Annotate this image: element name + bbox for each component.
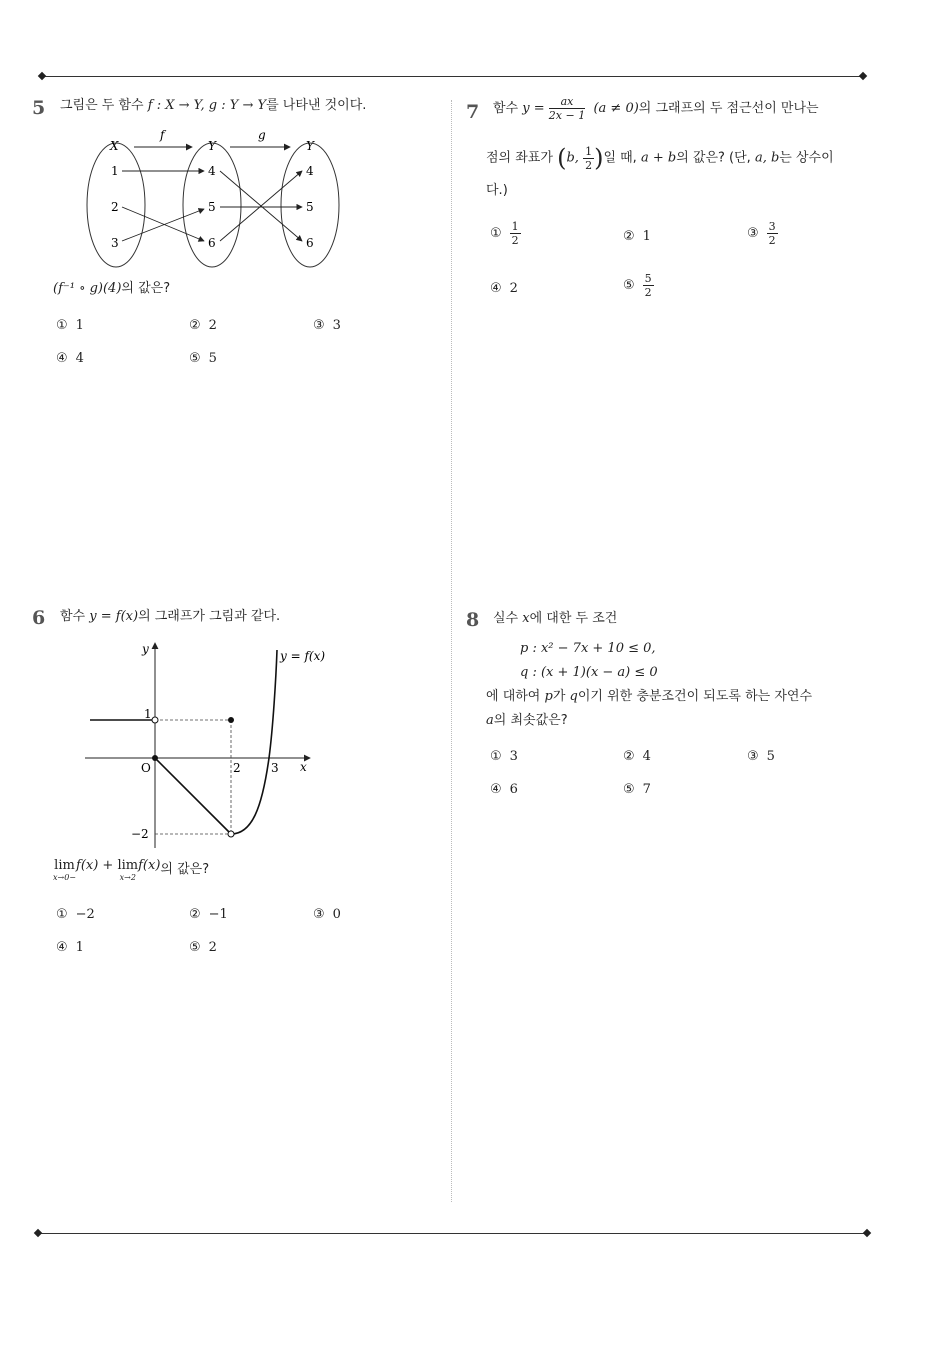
- line3-p: p: [544, 689, 553, 704]
- line3-a: 에 대하여: [486, 689, 541, 704]
- option-value: 1: [642, 229, 651, 244]
- open-point-0-1: [152, 717, 158, 723]
- question-number: 5: [32, 97, 46, 119]
- option-5[interactable]: [623, 272, 654, 299]
- line3-c: 이기 위한 충분조건이 되도록 하는 자연수: [577, 689, 813, 704]
- option-label: ④: [490, 782, 502, 797]
- prompt-math: (f⁻¹ ∘ g)(4): [53, 281, 122, 296]
- line3-q: q: [569, 689, 578, 704]
- option-value: 3: [509, 749, 518, 764]
- function-graph: [80, 638, 340, 853]
- option-1[interactable]: [490, 220, 521, 247]
- stem-y-eq: y =: [522, 101, 545, 116]
- limit-b-sub: x→2: [119, 873, 136, 882]
- option-label: ③: [747, 226, 759, 241]
- option-4[interactable]: [56, 940, 84, 955]
- point-numerator: 1: [585, 144, 593, 158]
- option-value: 3: [332, 318, 341, 333]
- line4-b: 의 최솟값은?: [493, 713, 568, 728]
- question-stem-line2: [486, 143, 834, 174]
- option-value: 6: [509, 782, 518, 797]
- g-label: g: [258, 130, 266, 142]
- y2-elem-5: 5: [306, 200, 314, 214]
- point-fraction: [583, 145, 594, 172]
- option-value: −2: [75, 907, 95, 922]
- option-value: 1: [75, 940, 84, 955]
- option-value: 2: [509, 281, 518, 296]
- option-label: ⑤: [189, 940, 201, 955]
- line2-suffix: 의 값은? (단,: [676, 150, 751, 166]
- option-2[interactable]: [623, 229, 651, 244]
- fraction-denominator: 2x − 1: [548, 109, 586, 122]
- column-divider: [451, 100, 452, 1202]
- option-numerator: 1: [511, 220, 519, 233]
- limit-b-expr: f(x): [138, 858, 161, 873]
- stem-prefix: 함수: [493, 101, 519, 116]
- option-4[interactable]: [490, 281, 518, 296]
- option-value: 0: [332, 907, 341, 922]
- option-1[interactable]: [56, 907, 95, 922]
- option-denominator: 2: [511, 234, 519, 247]
- bottom-rule-right-diamond: [863, 1229, 871, 1237]
- closed-point-origin: [152, 755, 158, 761]
- option-1[interactable]: [490, 749, 518, 764]
- paren-close: ): [594, 144, 604, 172]
- option-value: 5: [766, 749, 775, 764]
- option-label: ③: [747, 749, 759, 764]
- f-label: f: [160, 130, 165, 142]
- bottom-rule: [38, 1233, 868, 1234]
- stem-prefix: 실수: [493, 611, 519, 626]
- option-value: −1: [208, 907, 228, 922]
- option-value: 4: [642, 749, 651, 764]
- line3-b: 가: [552, 689, 566, 704]
- limit-expression: [53, 858, 209, 883]
- option-3[interactable]: [747, 749, 775, 764]
- question-stem: [60, 97, 366, 115]
- line2-vars: a, b: [754, 150, 780, 166]
- x-elem-1: 1: [111, 164, 119, 178]
- option-value: 7: [642, 782, 651, 797]
- option-label: ③: [313, 907, 325, 922]
- x-elem-2: 2: [111, 200, 119, 214]
- question-number: 8: [466, 609, 480, 631]
- y2-elem-4: 4: [306, 164, 314, 178]
- option-numerator: 5: [644, 272, 652, 285]
- option-label: ②: [189, 907, 201, 922]
- option-value: 2: [208, 940, 217, 955]
- option-label: ⑤: [623, 782, 635, 797]
- question-line3: [486, 688, 812, 706]
- option-1[interactable]: [56, 318, 84, 333]
- limit-a-expr: f(x) +: [76, 858, 114, 873]
- point-b: b,: [566, 150, 579, 166]
- stem-math: f : X → Y, g : Y → Y: [147, 98, 267, 113]
- option-label: ⑤: [623, 278, 635, 293]
- question-stem: [60, 608, 280, 626]
- prompt-suffix: 의 값은?: [121, 281, 171, 296]
- top-rule: [42, 76, 864, 77]
- option-value: 2: [208, 318, 217, 333]
- option-label: ④: [56, 351, 68, 366]
- question-number: 6: [32, 607, 46, 629]
- line2-end: 는 상수이: [779, 150, 834, 166]
- closed-point-2-1: [228, 717, 234, 723]
- option-5[interactable]: [189, 351, 217, 366]
- question-stem: [493, 610, 617, 628]
- fraction-numerator: ax: [549, 95, 585, 109]
- tick-1: 1: [144, 707, 152, 721]
- option-2[interactable]: [189, 907, 228, 922]
- y-elem-4: 4: [208, 164, 216, 178]
- option-denominator: 2: [644, 286, 652, 299]
- option-label: ①: [56, 318, 68, 333]
- option-5[interactable]: [623, 782, 651, 797]
- branch-middle: [155, 758, 229, 832]
- question-prompt: [53, 280, 170, 298]
- option-fraction: [510, 220, 521, 247]
- line4-a: a: [486, 713, 494, 728]
- question-line4: [486, 712, 568, 730]
- origin-label: O: [141, 761, 151, 775]
- prompt-suffix: 의 값은?: [160, 862, 210, 877]
- option-label: ②: [189, 318, 201, 333]
- limit-b: lim: [117, 858, 139, 873]
- stem-prefix: 그림은 두 함수: [60, 98, 144, 113]
- stem-var: x: [522, 611, 530, 626]
- mapping-diagram: [80, 130, 360, 270]
- top-rule-right-diamond: [859, 72, 867, 80]
- option-denominator: 2: [768, 234, 776, 247]
- option-numerator: 3: [768, 220, 776, 233]
- option-value: 5: [208, 351, 217, 366]
- option-2[interactable]: [189, 318, 217, 333]
- limit-a: lim: [54, 858, 75, 873]
- y-elem-5: 5: [208, 200, 216, 214]
- y-axis-label: y: [142, 642, 149, 656]
- option-2[interactable]: [623, 749, 651, 764]
- x-elem-3: 3: [111, 236, 119, 250]
- line2-math: a + b: [640, 150, 677, 166]
- branch-right: [231, 650, 277, 834]
- open-point-2-neg2: [228, 831, 234, 837]
- paren-open: (: [557, 144, 567, 172]
- question-stem-line3: 다.): [486, 183, 508, 198]
- stem-fraction: [549, 95, 585, 122]
- set-y2-label: Y: [306, 139, 314, 153]
- option-label: ③: [313, 318, 325, 333]
- x-axis-label: x: [300, 760, 307, 774]
- option-fraction: [643, 272, 654, 299]
- question-number: 7: [466, 101, 480, 123]
- tick-2: 2: [233, 761, 241, 775]
- option-label: ④: [56, 940, 68, 955]
- point-denominator: 2: [585, 158, 593, 172]
- option-label: ①: [56, 907, 68, 922]
- curve-label: y = f(x): [280, 649, 326, 663]
- question-stem-line1: [493, 94, 819, 124]
- stem-prefix: 함수: [60, 609, 86, 624]
- stem-suffix: 에 대한 두 조건: [529, 611, 618, 626]
- condition-q: q : (x + 1)(x − a) ≤ 0: [520, 665, 658, 680]
- top-rule-left-diamond: [38, 72, 46, 80]
- option-value: 1: [75, 318, 84, 333]
- line2-prefix: 점의 좌표가: [486, 150, 553, 166]
- stem-suffix: 의 그래프가 그림과 같다.: [138, 609, 281, 624]
- set-x-label: X: [110, 139, 119, 153]
- option-label: ①: [490, 749, 502, 764]
- option-4[interactable]: [56, 351, 84, 366]
- option-label: ⑤: [189, 351, 201, 366]
- option-label: ②: [623, 229, 635, 244]
- stem-condition: (a ≠ 0): [593, 101, 639, 116]
- option-3[interactable]: [313, 318, 341, 333]
- y2-elem-6: 6: [306, 236, 314, 250]
- stem-suffix: 를 나타낸 것이다.: [266, 98, 367, 113]
- option-4[interactable]: [490, 782, 518, 797]
- option-label: ④: [490, 281, 502, 296]
- option-3[interactable]: [313, 907, 341, 922]
- stem-suffix: 의 그래프의 두 점근선이 만나는: [638, 101, 819, 116]
- condition-p: p : x² − 7x + 10 ≤ 0,: [520, 641, 656, 656]
- option-label: ①: [490, 226, 502, 241]
- stem-math: y = f(x): [89, 609, 139, 624]
- option-3[interactable]: [747, 220, 778, 247]
- bottom-rule-left-diamond: [34, 1229, 42, 1237]
- y-elem-6: 6: [208, 236, 216, 250]
- line2-mid: 일 때,: [603, 150, 637, 166]
- set-y-label: Y: [208, 139, 216, 153]
- option-label: ②: [623, 749, 635, 764]
- limit-a-sub: x→0−: [53, 873, 77, 882]
- option-fraction: [767, 220, 778, 247]
- tick-neg2: −2: [131, 827, 149, 841]
- option-value: 4: [75, 351, 84, 366]
- tick-3: 3: [271, 761, 279, 775]
- option-5[interactable]: [189, 940, 217, 955]
